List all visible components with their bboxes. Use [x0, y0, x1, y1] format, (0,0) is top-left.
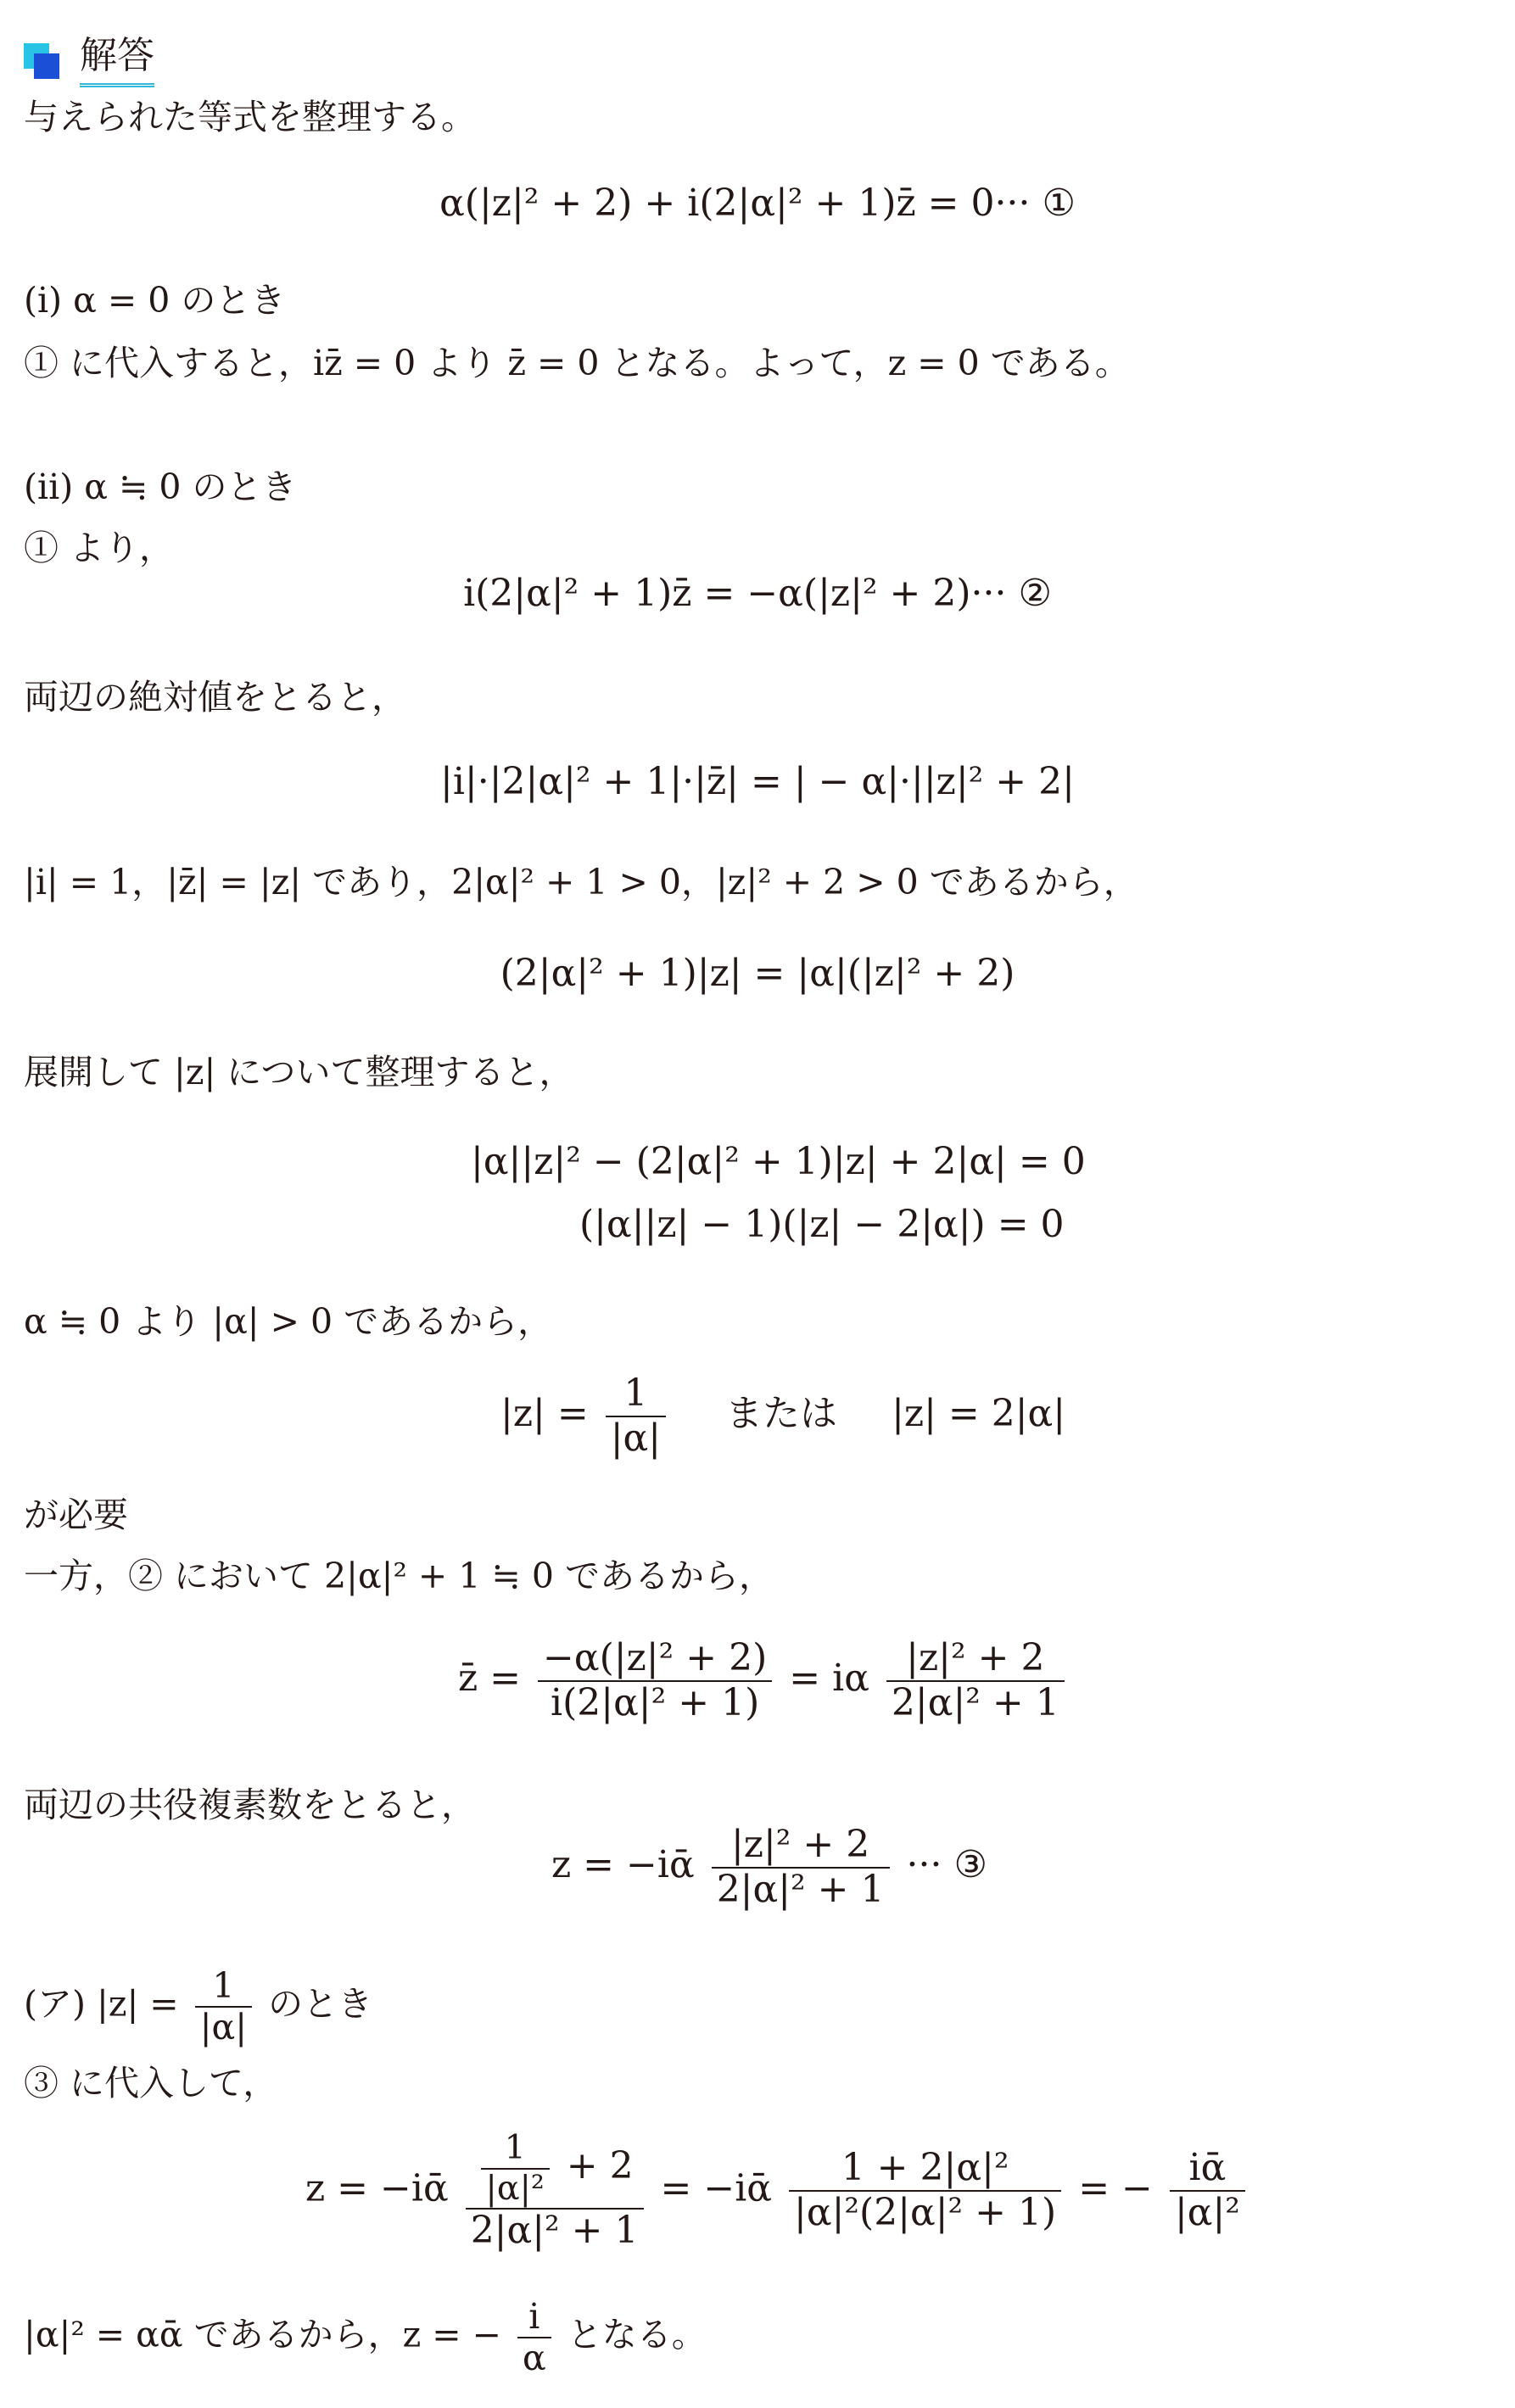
nested-denominator: |α|² — [485, 2168, 545, 2208]
equation-factored: (|α||z| − 1)(|z| − 2|α|) = 0 — [579, 1203, 1065, 1246]
facts-text: |i| = 1，|z̄| = |z| であり，2|α|² + 1 > 0，|z|² + 2 > 0 であるから， — [24, 862, 1138, 902]
fraction-numerator: i — [517, 2297, 551, 2338]
fraction-denominator: |α| — [199, 2007, 248, 2048]
z-tag: ··· ③ — [906, 1843, 987, 1887]
final-fraction — [517, 2297, 551, 2378]
case-1-text: ① に代入すると，iz̄ = 0 より z̄ = 0 となる。よって，z = 0 である。 — [24, 343, 1130, 383]
fraction-numerator: |z|² + 2 — [886, 1637, 1065, 1682]
big-eq3: = − — [1078, 2166, 1153, 2210]
fraction-denominator: 2|α|² + 1 — [716, 1867, 885, 1911]
square-bullet-icon — [24, 43, 59, 79]
substitution-equation — [305, 2129, 1238, 2253]
zbar-fraction-2 — [886, 1637, 1065, 1724]
fraction-numerator: 1 + 2|α|² — [789, 2147, 1061, 2192]
z-fraction — [712, 1824, 890, 1911]
solution-fraction — [606, 1372, 666, 1460]
equation-1: α(|z|² + 2) + i(2|α|² + 1)z̄ = 0··· ① — [439, 182, 1076, 225]
zbar-mid: = iα — [789, 1657, 869, 1701]
final-line — [24, 2297, 707, 2378]
equation-quadratic: |α||z|² − (2|α|² + 1)|z| + 2|α| = 0 — [471, 1140, 1086, 1183]
fraction-numerator — [466, 2129, 644, 2210]
big-lhs: z = −iᾱ — [305, 2166, 449, 2210]
solution-lhs: |z| = — [500, 1392, 589, 1436]
case-2-from: ① より， — [24, 528, 175, 568]
z-equation — [551, 1824, 1060, 1911]
equation-mod: (2|α|² + 1)|z| = |α|(|z|² + 2) — [500, 952, 1015, 995]
fraction-numerator: −α(|z|² + 2) — [538, 1637, 772, 1682]
fraction-numerator: |z|² + 2 — [712, 1824, 890, 1869]
fraction-numerator: 1 — [195, 1966, 252, 2008]
conj-both-text: 両辺の共役複素数をとると， — [24, 1785, 476, 1825]
substitute-3-text: ③ に代入して， — [24, 2063, 278, 2104]
big-fraction-3 — [1170, 2147, 1245, 2234]
fraction-denominator: α — [523, 2338, 546, 2379]
solutions-row — [500, 1372, 1094, 1460]
or-text: または — [725, 1392, 838, 1436]
big-fraction-2 — [789, 2147, 1061, 2234]
intro-text: 与えられた等式を整理する。 — [24, 97, 476, 137]
final-prefix: |α|² = αᾱ であるから，z = − — [24, 2314, 501, 2355]
final-suffix: となる。 — [567, 2314, 707, 2355]
big-mid: = −iᾱ — [660, 2166, 773, 2210]
z-lhs: z = −iᾱ — [551, 1843, 695, 1887]
fraction-denominator: |α| — [610, 1416, 662, 1460]
expand-text: 展開して |z| について整理すると， — [24, 1052, 574, 1092]
case-1-heading: (i) α = 0 のとき — [24, 280, 286, 321]
zbar-lhs: z̄ = — [458, 1657, 522, 1701]
case-a-heading — [24, 1966, 372, 2048]
case-a-suffix: のとき — [268, 1983, 373, 2025]
case-2-heading: (ii) α ≒ 0 のとき — [24, 467, 297, 507]
nested-tail: + 2 — [566, 2144, 634, 2188]
zbar-equation — [458, 1637, 1103, 1724]
case-a-prefix: (ア) — [24, 1983, 86, 2025]
fraction-denominator: 2|α|² + 1 — [891, 1680, 1059, 1724]
zbar-fraction-1 — [538, 1637, 772, 1724]
solution-rhs: |z| = 2|α| — [892, 1392, 1066, 1436]
equation-abs: |i|·|2|α|² + 1|·|z̄| = | − α|·||z|² + 2| — [440, 760, 1075, 803]
fraction-denominator: i(2|α|² + 1) — [551, 1680, 760, 1724]
nested-numerator: 1 — [481, 2129, 550, 2170]
fraction-numerator: iᾱ — [1170, 2147, 1245, 2192]
equation-2: i(2|α|² + 1)z̄ = −α(|z|² + 2)··· ② — [463, 572, 1052, 615]
heading-title: 解答 — [80, 34, 154, 87]
alpha-nonzero-text: α ≒ 0 より |α| > 0 であるから， — [24, 1301, 553, 1342]
nested-fraction — [481, 2129, 550, 2208]
case-a-fraction — [195, 1966, 252, 2048]
on-other-hand-text: 一方，② において 2|α|² + 1 ≒ 0 であるから， — [24, 1556, 774, 1596]
big-fraction-1 — [466, 2129, 644, 2253]
case-a-lhs: |z| = — [97, 1983, 179, 2025]
abs-both-text: 両辺の絶対値をとると， — [24, 677, 406, 718]
fraction-denominator: 2|α|² + 1 — [470, 2209, 639, 2253]
fraction-numerator: 1 — [606, 1372, 666, 1417]
necessary-text: が必要 — [24, 1495, 128, 1535]
fraction-denominator: |α|² — [1174, 2190, 1240, 2234]
fraction-denominator: |α|²(2|α|² + 1) — [794, 2190, 1057, 2234]
section-heading — [24, 34, 154, 87]
